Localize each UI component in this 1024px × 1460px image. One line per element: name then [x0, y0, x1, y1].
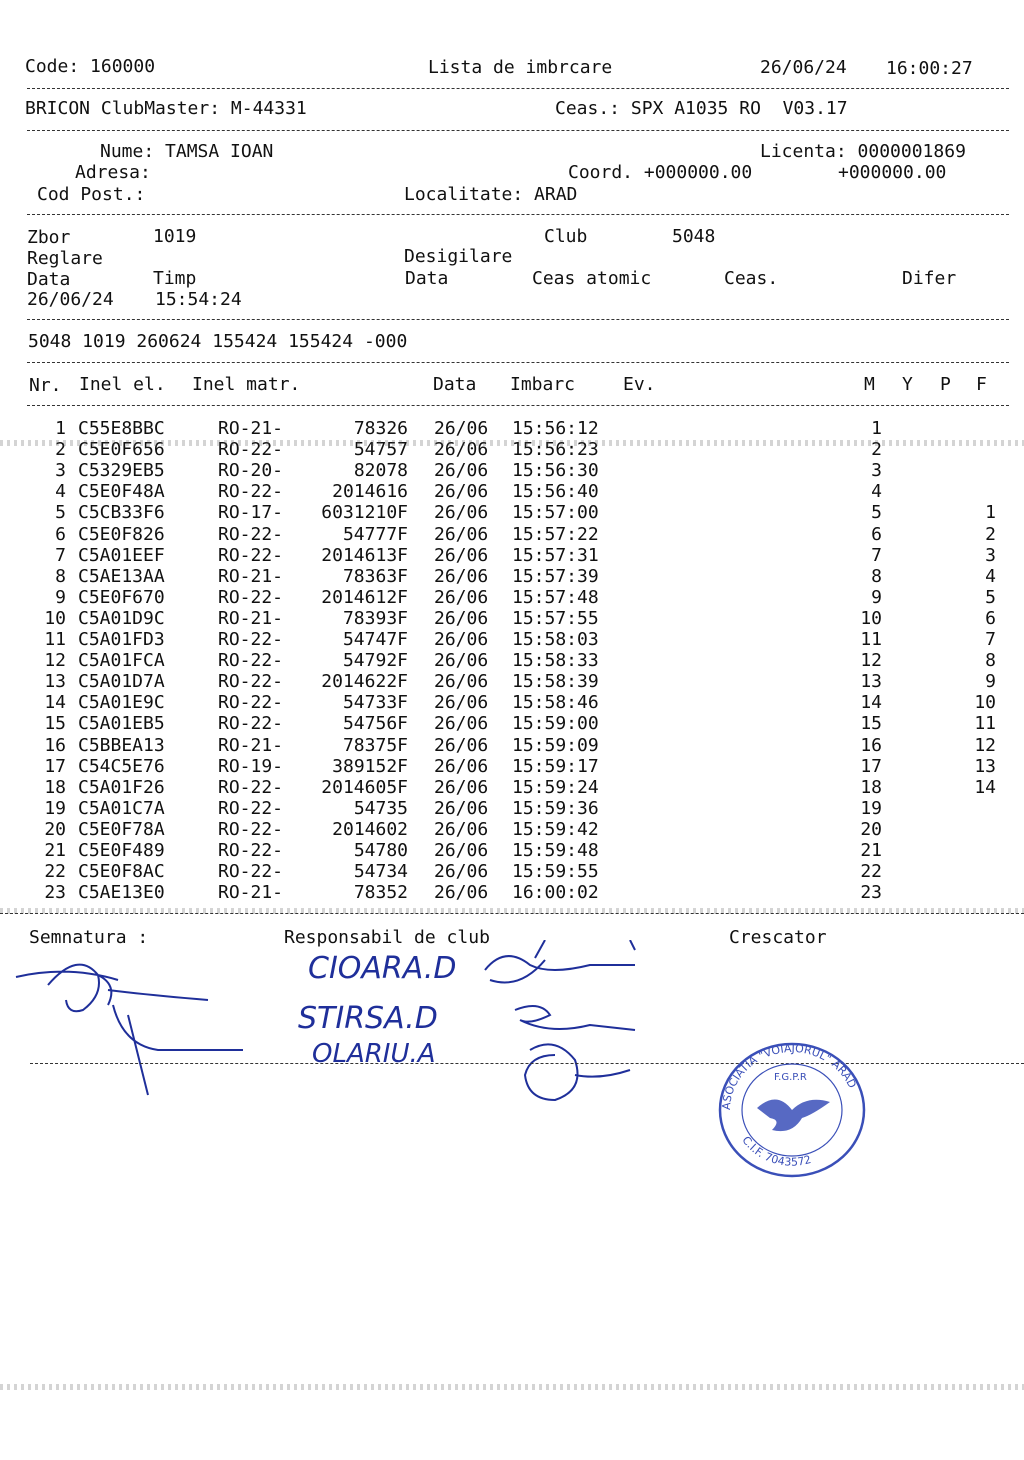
row-nr: 13	[44, 671, 66, 693]
svg-text:F.G.P.R: F.G.P.R	[774, 1072, 807, 1083]
basket-time: 15:59:42	[512, 818, 599, 840]
ring-electronic: C5A01FCA	[78, 650, 165, 672]
reglare-label: Reglare	[27, 248, 103, 269]
row-nr: 19	[44, 797, 66, 819]
basket-date: 26/06	[434, 776, 489, 798]
ring-electronic: C5A01EEF	[78, 544, 165, 566]
ring-number: 2014616	[332, 481, 408, 503]
clubmaster-id: BRICON ClubMaster: M-44331	[25, 98, 307, 119]
svg-text:CIOARA.D: CIOARA.D	[308, 951, 457, 986]
club-responsible-signatures	[290, 940, 670, 1110]
atomic-clock-label: Ceas atomic	[532, 268, 652, 289]
col-m-value: 16	[860, 734, 882, 756]
col-p: P	[940, 374, 951, 395]
owner-coord-2: +000000.00	[838, 162, 947, 183]
table-row	[0, 882, 1024, 903]
print-time: 16:00:27	[886, 58, 973, 79]
ring-number: 2014605F	[321, 776, 408, 798]
col-m-value: 10	[860, 607, 882, 629]
basket-time: 15:59:55	[512, 861, 599, 883]
ring-series: RO-22-	[218, 523, 284, 545]
ring-electronic: C5E0F78A	[78, 818, 165, 840]
col-f-value: 7	[985, 629, 996, 650]
basket-time: 15:58:46	[512, 692, 599, 714]
ring-electronic: C5E0F48A	[78, 481, 165, 503]
club-label: Club	[544, 226, 588, 247]
owner-name: Nume: TAMSA IOAN	[100, 141, 274, 162]
table-row	[0, 840, 1024, 861]
col-m-value: 15	[860, 713, 882, 735]
col-f-value: 10	[974, 692, 996, 714]
table-row	[0, 861, 1024, 882]
divider	[27, 130, 1009, 131]
col-f-value: 14	[974, 776, 996, 798]
row-nr: 10	[44, 607, 66, 629]
owner-locality: Localitate: ARAD	[404, 184, 578, 205]
col-m: M	[864, 374, 875, 395]
reglare-date-value: 26/06/24	[27, 289, 114, 310]
col-m-value: 21	[860, 840, 882, 861]
col-imbarc: Imbarc	[510, 374, 576, 395]
ring-electronic: C5A01EB5	[78, 713, 165, 735]
basket-time: 15:58:39	[512, 671, 599, 693]
basket-date: 26/06	[434, 882, 489, 904]
ring-series: RO-22-	[218, 586, 284, 608]
ring-electronic: C5A01D9C	[78, 607, 165, 629]
basket-time: 15:59:48	[512, 840, 599, 861]
col-f-value: 2	[985, 523, 996, 545]
basket-time: 15:59:00	[512, 713, 599, 735]
ring-electronic: C55E8BBC	[78, 418, 165, 439]
row-nr: 14	[44, 692, 66, 714]
basket-date: 26/06	[434, 418, 489, 439]
col-m-value: 20	[860, 818, 882, 840]
ring-electronic: C5E0F656	[78, 439, 165, 461]
basket-date: 26/06	[434, 734, 489, 756]
basket-time: 15:59:09	[512, 734, 599, 756]
basket-date: 26/06	[434, 797, 489, 819]
ring-electronic: C5E0F489	[78, 840, 165, 861]
ring-series: RO-22-	[218, 650, 284, 672]
basket-date: 26/06	[434, 502, 489, 524]
row-nr: 21	[44, 840, 66, 861]
ring-electronic: C5329EB5	[78, 460, 165, 482]
row-nr: 15	[44, 713, 66, 735]
ring-electronic: C5A01C7A	[78, 797, 165, 819]
reglare-date-label: Data	[27, 269, 71, 290]
breeder-label: Crescator	[729, 927, 827, 948]
ring-series: RO-22-	[218, 439, 284, 461]
ring-number: 54792F	[342, 650, 408, 672]
basket-time: 15:57:55	[512, 607, 599, 629]
club-value: 5048	[672, 226, 716, 247]
basket-time: 15:59:36	[512, 797, 599, 819]
ring-series: RO-22-	[218, 481, 284, 503]
ring-number: 6031210F	[321, 502, 408, 524]
ring-series: RO-21-	[218, 607, 284, 629]
table-row	[0, 650, 1024, 671]
divider	[27, 214, 1009, 215]
table-row	[0, 671, 1024, 692]
col-f-value: 4	[985, 565, 996, 587]
ring-series: RO-22-	[218, 629, 284, 650]
ring-number: 82078	[353, 460, 408, 482]
col-nr: Nr.	[29, 375, 62, 396]
ring-series: RO-21-	[218, 734, 284, 756]
basket-date: 26/06	[434, 565, 489, 587]
basket-date: 26/06	[434, 713, 489, 735]
col-m-value: 23	[860, 882, 882, 904]
row-nr: 12	[44, 650, 66, 672]
row-nr: 23	[44, 882, 66, 904]
svg-text:STIRSA.D: STIRSA.D	[298, 1001, 438, 1036]
ring-series: RO-22-	[218, 840, 284, 861]
ring-electronic: C5E0F826	[78, 523, 165, 545]
col-f-value: 13	[974, 755, 996, 777]
table-row	[0, 713, 1024, 734]
col-ev: Ev.	[623, 374, 656, 395]
table-row	[0, 566, 1024, 587]
col-f-value: 6	[985, 607, 996, 629]
basket-date: 26/06	[434, 544, 489, 566]
owner-address: Adresa:	[75, 162, 151, 183]
basket-time: 15:57:22	[512, 523, 599, 545]
ring-number: 54756F	[342, 713, 408, 735]
row-nr: 3	[55, 460, 66, 482]
col-m-value: 11	[860, 629, 882, 650]
owner-coord: Coord. +000000.00	[568, 162, 753, 183]
basket-date: 26/06	[434, 629, 489, 650]
table-row	[0, 798, 1024, 819]
ring-electronic: C5CB33F6	[78, 502, 165, 524]
ring-series: RO-22-	[218, 818, 284, 840]
basket-date: 26/06	[434, 671, 489, 693]
svg-text:ASOCIATIA "VOIAJORUL" ARAD: ASOCIATIA "VOIAJORUL" ARAD	[719, 1041, 859, 1111]
basket-time: 15:58:03	[512, 629, 599, 650]
basket-date: 26/06	[434, 460, 489, 482]
col-f-value: 3	[985, 544, 996, 566]
table-row	[0, 460, 1024, 481]
row-nr: 22	[44, 861, 66, 883]
reglare-time-value: 15:54:24	[155, 289, 242, 310]
row-nr: 20	[44, 818, 66, 840]
ring-number: 54734	[353, 861, 408, 883]
basket-date: 26/06	[434, 840, 489, 861]
col-m-value: 12	[860, 650, 882, 672]
col-m-value: 13	[860, 671, 882, 693]
basket-date: 26/06	[434, 650, 489, 672]
divider	[0, 913, 1024, 914]
col-data: Data	[433, 374, 477, 395]
ring-number: 2014613F	[321, 544, 408, 566]
breeder-signature	[8, 945, 248, 1105]
flight-label: Zbor	[27, 227, 71, 248]
divider	[27, 88, 1009, 89]
basket-time: 15:57:00	[512, 502, 599, 524]
table-row	[0, 777, 1024, 798]
ring-series: RO-21-	[218, 418, 284, 439]
table-row	[0, 524, 1024, 545]
table-row	[0, 629, 1024, 650]
association-stamp	[712, 1040, 872, 1180]
basket-time: 15:56:40	[512, 481, 599, 503]
col-f-value: 8	[985, 650, 996, 672]
row-nr: 9	[55, 586, 66, 608]
ring-number: 78393F	[342, 607, 408, 629]
desigilare-label: Desigilare	[404, 246, 513, 267]
ring-number: 54747F	[342, 629, 408, 650]
row-nr: 8	[55, 565, 66, 587]
basket-date: 26/06	[434, 755, 489, 777]
basket-time: 15:59:17	[512, 755, 599, 777]
row-nr: 11	[44, 629, 66, 650]
flight-value: 1019	[153, 226, 197, 247]
ring-number: 78363F	[342, 565, 408, 587]
row-nr: 17	[44, 755, 66, 777]
ring-electronic: C5A01F26	[78, 776, 165, 798]
col-f-value: 12	[974, 734, 996, 756]
owner-postal-code: Cod Post.:	[37, 184, 146, 205]
ring-series: RO-22-	[218, 671, 284, 693]
ring-series: RO-22-	[218, 861, 284, 883]
ring-series: RO-17-	[218, 502, 284, 524]
col-m-value: 22	[860, 861, 882, 883]
ring-number: 54735	[353, 797, 408, 819]
basket-date: 26/06	[434, 607, 489, 629]
basket-date: 26/06	[434, 523, 489, 545]
col-inel-el: Inel el.	[79, 374, 166, 395]
row-nr: 2	[55, 439, 66, 461]
ring-number: 54780	[353, 840, 408, 861]
basket-time: 15:56:30	[512, 460, 599, 482]
ring-series: RO-20-	[218, 460, 284, 482]
basket-date: 26/06	[434, 586, 489, 608]
owner-license: Licenta: 0000001869	[760, 141, 966, 162]
divider	[27, 362, 1009, 363]
ring-number: 78352	[353, 882, 408, 904]
ring-electronic: C5E0F8AC	[78, 861, 165, 883]
ring-electronic: C54C5E76	[78, 755, 165, 777]
col-m-value: 1	[871, 418, 882, 439]
ring-series: RO-22-	[218, 713, 284, 735]
basket-date: 26/06	[434, 481, 489, 503]
col-inel-matr: Inel matr.	[192, 374, 301, 395]
basket-time: 15:56:12	[512, 418, 599, 439]
ring-number: 78375F	[342, 734, 408, 756]
col-m-value: 14	[860, 692, 882, 714]
ring-series: RO-21-	[218, 565, 284, 587]
signature-label: Semnatura :	[29, 927, 149, 948]
table-row	[0, 756, 1024, 777]
ring-number: 2014602	[332, 818, 408, 840]
flight-summary: 5048 1019 260624 155424 155424 -000	[28, 331, 408, 352]
table-row	[0, 692, 1024, 713]
ring-series: RO-22-	[218, 692, 284, 714]
ring-electronic: C5BBEA13	[78, 734, 165, 756]
ring-series: RO-22-	[218, 544, 284, 566]
reglare-time-label: Timp	[153, 268, 197, 289]
divider	[30, 1063, 1024, 1064]
col-m-value: 8	[871, 565, 882, 587]
ring-number: 2014622F	[321, 671, 408, 693]
table-row	[0, 608, 1024, 629]
row-nr: 1	[55, 418, 66, 439]
row-nr: 16	[44, 734, 66, 756]
scan-noise	[0, 440, 1024, 446]
divider	[27, 319, 1009, 320]
basket-date: 26/06	[434, 818, 489, 840]
col-m-value: 9	[871, 586, 882, 608]
basket-date: 26/06	[434, 692, 489, 714]
divider	[27, 405, 1009, 406]
ring-number: 78326	[353, 418, 408, 439]
row-nr: 6	[55, 523, 66, 545]
ring-number: 54733F	[342, 692, 408, 714]
col-m-value: 6	[871, 523, 882, 545]
ring-series: RO-21-	[218, 882, 284, 904]
row-nr: 4	[55, 481, 66, 503]
club-responsible-label: Responsabil de club	[284, 927, 490, 948]
col-y: Y	[902, 374, 913, 395]
row-nr: 18	[44, 776, 66, 798]
table-row	[0, 481, 1024, 502]
table-row	[0, 587, 1024, 608]
table-row	[0, 502, 1024, 523]
ring-number: 389152F	[332, 755, 408, 777]
ring-series: RO-19-	[218, 755, 284, 777]
ring-electronic: C5A01FD3	[78, 629, 165, 650]
col-m-value: 19	[860, 797, 882, 819]
col-f-value: 11	[974, 713, 996, 735]
document-code: Code: 160000	[25, 56, 156, 77]
col-m-value: 5	[871, 502, 882, 524]
basket-time: 15:57:48	[512, 586, 599, 608]
col-f-value: 9	[985, 671, 996, 693]
ring-series: RO-22-	[218, 797, 284, 819]
basket-time: 15:57:31	[512, 544, 599, 566]
row-nr: 7	[55, 544, 66, 566]
basket-time: 16:00:02	[512, 882, 599, 904]
print-date: 26/06/24	[760, 57, 847, 78]
difference-label: Difer	[902, 268, 957, 289]
ring-electronic: C5E0F670	[78, 586, 165, 608]
ring-number: 54777F	[342, 523, 408, 545]
svg-text:C.I.F. 7043572: C.I.F. 7043572	[739, 1133, 813, 1169]
svg-text:OLARIU.A: OLARIU.A	[312, 1039, 436, 1069]
ring-electronic: C5AE13E0	[78, 882, 165, 904]
ring-number: 2014612F	[321, 586, 408, 608]
col-m-value: 2	[871, 439, 882, 461]
ring-electronic: C5AE13AA	[78, 565, 165, 587]
col-f-value: 5	[985, 586, 996, 608]
ring-electronic: C5A01E9C	[78, 692, 165, 714]
row-nr: 5	[55, 502, 66, 524]
ring-number: 54757	[353, 439, 408, 461]
col-m-value: 4	[871, 481, 882, 503]
table-row	[0, 418, 1024, 439]
col-m-value: 17	[860, 755, 882, 777]
ring-series: RO-22-	[218, 776, 284, 798]
basket-time: 15:58:33	[512, 650, 599, 672]
basket-date: 26/06	[434, 439, 489, 461]
ring-electronic: C5A01D7A	[78, 671, 165, 693]
basket-time: 15:57:39	[512, 565, 599, 587]
basket-time: 15:59:24	[512, 776, 599, 798]
col-m-value: 3	[871, 460, 882, 482]
basket-date: 26/06	[434, 861, 489, 883]
table-row	[0, 819, 1024, 840]
scan-noise	[0, 1384, 1024, 1390]
table-row	[0, 545, 1024, 566]
basket-time: 15:56:23	[512, 439, 599, 461]
clock-label: Ceas.	[724, 268, 779, 289]
col-m-value: 18	[860, 776, 882, 798]
clock-id: Ceas.: SPX A1035 RO V03.17	[555, 98, 848, 119]
desigilare-date-label: Data	[405, 268, 449, 289]
document-title: Lista de imbrcare	[428, 57, 613, 78]
table-row	[0, 735, 1024, 756]
col-f-value: 1	[985, 502, 996, 524]
col-m-value: 7	[871, 544, 882, 566]
col-f: F	[976, 374, 987, 395]
